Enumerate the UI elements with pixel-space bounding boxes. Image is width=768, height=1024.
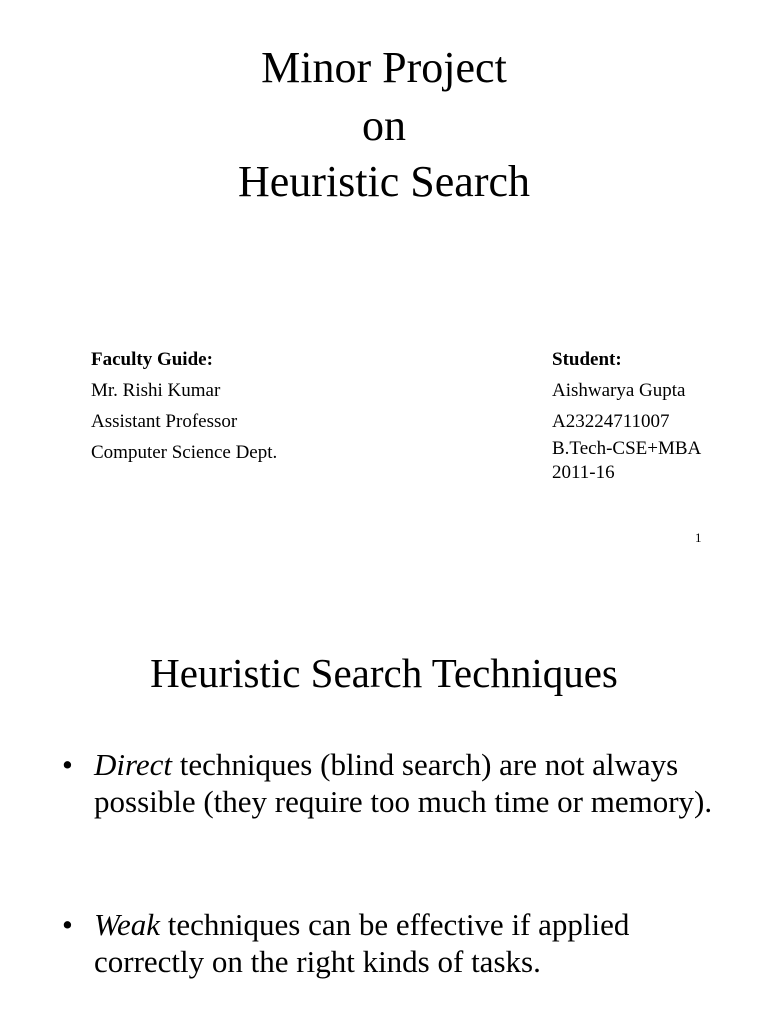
bullet-body: techniques can be effective if applied correctly on the right kinds of tasks. (94, 907, 630, 979)
faculty-guide-heading: Faculty Guide: (91, 349, 213, 370)
bullet-emphasis: Weak (94, 907, 160, 942)
student-batch: 2011-16 (552, 462, 615, 483)
faculty-name: Mr. Rishi Kumar (91, 380, 221, 401)
slide-title-line-2: on (362, 101, 406, 150)
slide-title-line-1: Minor Project (261, 43, 507, 92)
page-number: 1 (695, 530, 702, 545)
content-slide (0, 590, 768, 1024)
faculty-guide-block (91, 344, 277, 468)
faculty-designation: Assistant Professor (91, 411, 238, 432)
student-name: Aishwarya Gupta (552, 380, 686, 401)
bullet-icon: • (62, 747, 73, 782)
student-heading: Student: (552, 349, 622, 370)
bullet-text (94, 746, 734, 820)
bullet-text (94, 906, 734, 980)
bullet-icon: • (62, 907, 73, 942)
student-enrollment: A23224711007 (552, 411, 670, 432)
bullet-emphasis: Direct (94, 747, 173, 782)
content-slide-title: Heuristic Search Techniques (150, 650, 618, 696)
slide-title-line-3: Heuristic Search (238, 157, 530, 206)
faculty-department: Computer Science Dept. (91, 442, 278, 463)
student-program: B.Tech-CSE+MBA (552, 438, 702, 459)
bullet-body: techniques (blind search) are not always possible (they require too much time or memory). (94, 747, 713, 819)
student-block (552, 344, 701, 485)
